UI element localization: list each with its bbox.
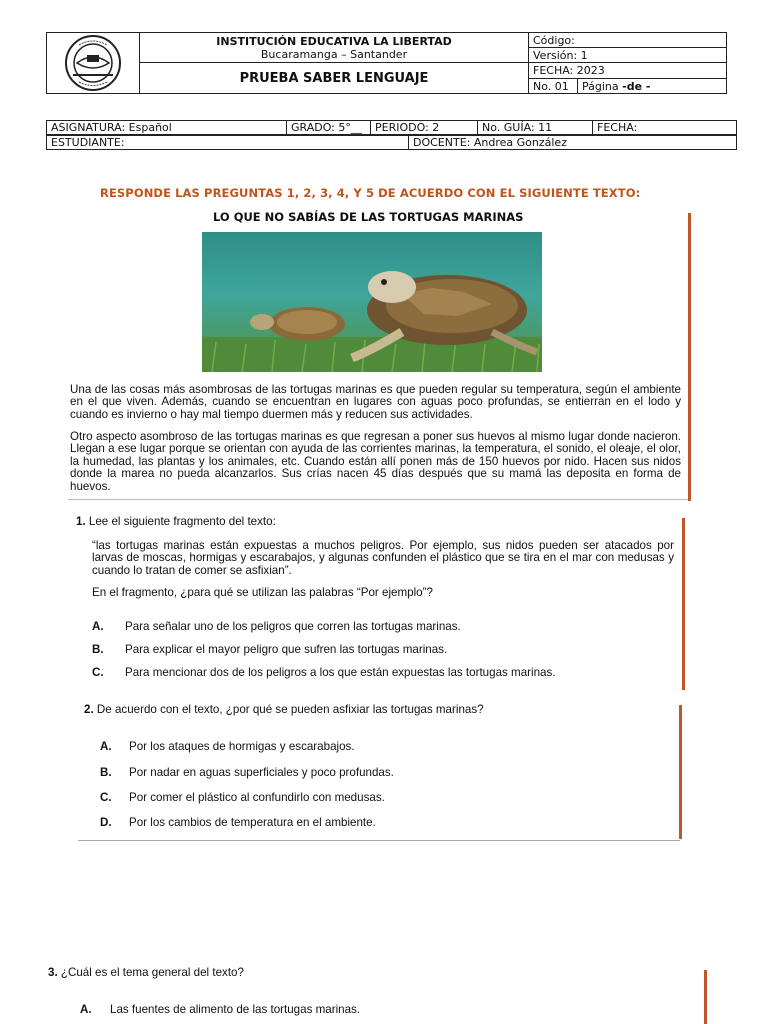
reading-paragraph-1: Una de las cosas más asombrosas de las tortugas marinas es que pueden regular su temperatura, según el ambiente en el que viven. Además, cuando se encuentran en lugares con aguas poco profundas, se entierran en el lodo y cuando es invierno o hay mal tiempo duermen más y reducen sus actividades. xyxy=(70,383,681,421)
option-text: Para explicar el mayor peligro que sufren las tortugas marinas. xyxy=(125,643,448,656)
question-1-option-c[interactable] xyxy=(92,666,556,679)
question-2-option-d[interactable] xyxy=(100,816,376,829)
institution-name: INSTITUCIÓN EDUCATIVA LA LIBERTAD xyxy=(216,34,452,48)
option-text: Por los cambios de temperatura en el ambiente. xyxy=(129,816,376,829)
test-title: PRUEBA SABER LENGUAJE xyxy=(140,63,529,94)
question-1-option-a[interactable] xyxy=(92,620,461,633)
grado-cell: GRADO: 5°__ xyxy=(287,121,371,135)
reading-paragraph-2: Otro aspecto asombroso de las tortugas marinas es que regresan a poner sus huevos al mismo lugar donde nacieron. Llegan a ese lugar porque se orientan con ayuda de las corrientes marinas, la temperatura, el sonido, el oleaje, el olor, la humedad, las plantas y los animales, etc. Cuando están allí ponen más de 150 huevos por nido. Hacen sus nidos donde la marea no pueda alcanzarlos. Sus crías nacen 45 días después que su mamá las deposita en forma de huevos. xyxy=(70,430,681,493)
question-2-text: De acuerdo con el texto, ¿por qué se pueden asfixiar las tortugas marinas? xyxy=(96,703,484,716)
question-1-text: Lee el siguiente fragmento del texto: xyxy=(88,515,276,528)
question-1-right-border xyxy=(682,518,685,690)
question-1-option-b[interactable] xyxy=(92,643,447,656)
school-seal-icon xyxy=(47,33,139,93)
option-text: Para señalar uno de los peligros que corren las tortugas marinas. xyxy=(125,620,461,633)
option-text: Las fuentes de alimento de las tortugas marinas. xyxy=(110,1003,361,1016)
question-1-quote: “las tortugas marinas están expuestas a muchos peligros. Por ejemplo, sus nidos pueden ser atacados por larvas de moscas, hormigas y escarabajos, y algunas confunden el plástico que se tira en el mar con medusas y cuando lo tratan de comer se asfixian”. xyxy=(92,539,674,577)
pagina-cell xyxy=(578,79,727,94)
option-text: Por nadar en aguas superficiales y poco profundas. xyxy=(129,766,394,779)
option-text: Por los ataques de hormigas y escarabajos. xyxy=(129,740,355,753)
question-2-prompt xyxy=(84,704,484,716)
numero-cell: No. 01 xyxy=(529,79,578,94)
docente-cell: DOCENTE: Andrea González xyxy=(409,136,737,150)
question-2-option-a[interactable] xyxy=(100,740,355,753)
asignatura-cell: ASIGNATURA: Español xyxy=(47,121,287,135)
option-letter: A. xyxy=(100,740,112,753)
logo-cell xyxy=(47,33,140,94)
question-2-option-c[interactable] xyxy=(100,791,385,804)
codigo-cell: Código: xyxy=(529,33,727,48)
estudiante-cell: ESTUDIANTE: xyxy=(47,136,409,150)
question-2-bottom-border xyxy=(78,840,680,841)
turtle-photo xyxy=(202,232,542,372)
question-1-sub: En el fragmento, ¿para qué se utilizan las palabras “Por ejemplo”? xyxy=(92,586,433,599)
periodo-cell: PERIODO: 2 xyxy=(371,121,478,135)
question-1-number: 1. xyxy=(76,515,86,528)
question-3-prompt xyxy=(48,967,244,979)
question-3-option-a[interactable] xyxy=(80,1003,360,1016)
school-logo xyxy=(47,33,139,93)
instruction-heading: RESPONDE LAS PREGUNTAS 1, 2, 3, 4, Y 5 DE ACUERDO CON EL SIGUIENTE TEXTO: xyxy=(100,186,641,200)
institution-city: Bucaramanga – Santander xyxy=(260,47,408,61)
guia-cell: No. GUÍA: 11 xyxy=(478,121,593,135)
student-table xyxy=(46,135,737,150)
option-letter: A. xyxy=(92,620,104,633)
fecha-info-cell: FECHA: xyxy=(593,121,737,135)
version-cell: Versión: 1 xyxy=(529,48,727,63)
info-table xyxy=(46,120,737,135)
question-3-right-border xyxy=(704,970,707,1024)
fecha-cell: FECHA: 2023 xyxy=(529,63,727,79)
question-3-text: ¿Cuál es el tema general del texto? xyxy=(60,966,244,979)
pagina-label: Página xyxy=(582,79,623,93)
option-text: Por comer el plástico al confundirlo con medusas. xyxy=(129,791,385,804)
question-3-number: 3. xyxy=(48,966,58,979)
option-letter: C. xyxy=(92,666,104,679)
option-letter: A. xyxy=(80,1003,92,1016)
option-letter: C. xyxy=(100,791,112,804)
question-2-right-border xyxy=(679,705,682,839)
option-letter: B. xyxy=(100,766,112,779)
reading-section-bottom-border xyxy=(68,499,688,500)
pagina-value: -de - xyxy=(622,79,651,93)
reading-title: LO QUE NO SABÍAS DE LAS TORTUGAS MARINAS xyxy=(213,210,524,224)
option-text: Para mencionar dos de los peligros a los que están expuestas las tortugas marinas. xyxy=(125,666,556,679)
option-letter: B. xyxy=(92,643,104,656)
sea-turtles-icon xyxy=(202,232,542,372)
reading-section-right-border xyxy=(688,213,691,501)
question-2-number: 2. xyxy=(84,703,94,716)
question-1-prompt xyxy=(76,516,276,528)
header-table xyxy=(46,32,727,94)
question-2-option-b[interactable] xyxy=(100,766,394,779)
option-letter: D. xyxy=(100,816,112,829)
